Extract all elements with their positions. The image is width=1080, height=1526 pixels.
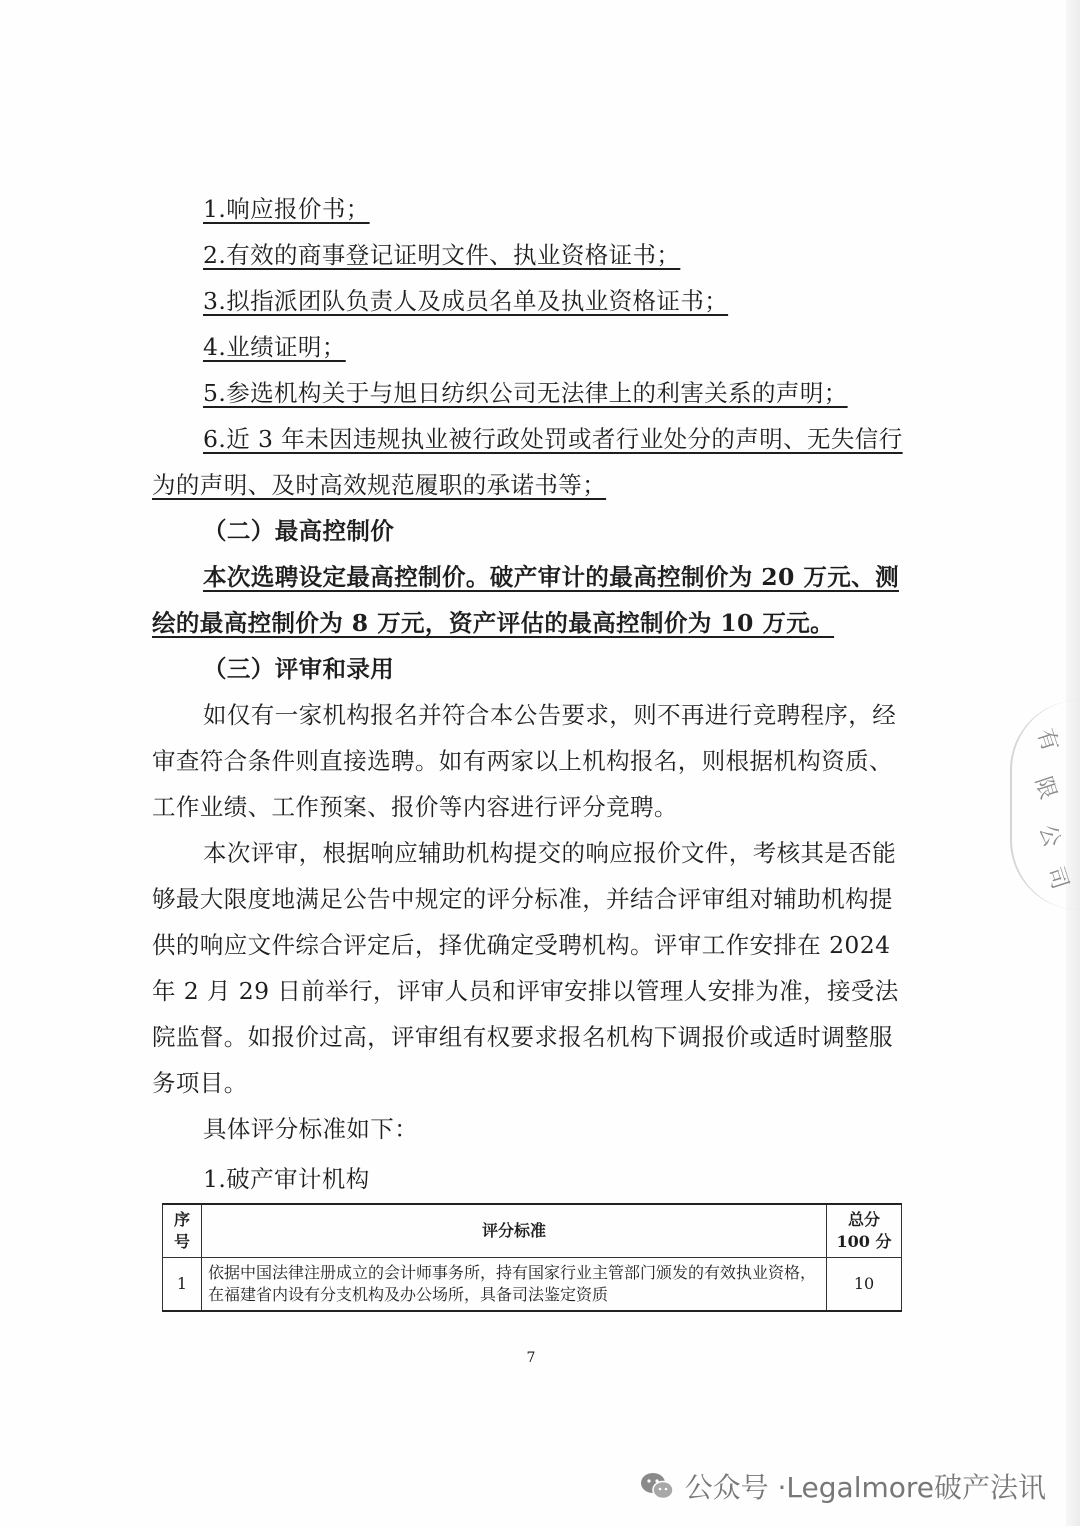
cell-criteria: 依据中国法律注册成立的会计师事务所，持有国家行业主管部门颁发的有效执业资格，在福建省内设有分支机构及办公场所，具备司法鉴定资质 bbox=[202, 1258, 827, 1312]
paragraph-line: 本次选聘设定最高控制价。破产审计的最高控制价为 20 万元、测 bbox=[203, 563, 899, 591]
list-item: 2.有效的商事登记证明文件、执业资格证书； bbox=[203, 241, 681, 269]
header-criteria: 评分标准 bbox=[202, 1204, 827, 1258]
header-no: 序号 bbox=[163, 1204, 202, 1258]
paragraph-line: 院监督。如报价过高，评审组有权要求报名机构下调报价或适时调整服 bbox=[152, 1023, 893, 1051]
seal-char: 公 bbox=[1033, 821, 1065, 851]
list-item: 4.业绩证明； bbox=[203, 333, 346, 361]
paragraph-line: 工作业绩、工作预案、报价等内容进行评分竞聘。 bbox=[152, 793, 678, 821]
paragraph-line: 务项目。 bbox=[152, 1069, 248, 1097]
section-heading: （三）评审和录用 bbox=[203, 655, 395, 683]
seal-char: 司 bbox=[1041, 863, 1073, 893]
watermark-prefix: 公众号 · bbox=[684, 1471, 787, 1504]
watermark-text: Legalmore破产法讯 bbox=[786, 1471, 1046, 1504]
table-header-row bbox=[163, 1204, 902, 1258]
page-number: 7 bbox=[526, 1350, 536, 1366]
criteria-intro: 具体评分标准如下： bbox=[203, 1115, 419, 1143]
header-score: 总分 100 分 bbox=[827, 1204, 902, 1258]
watermark bbox=[639, 1466, 1046, 1506]
section-heading: （二）最高控制价 bbox=[203, 517, 395, 545]
paragraph-line: 本次评审，根据响应辅助机构提交的响应报价文件，考核其是否能 bbox=[203, 839, 897, 867]
company-seal bbox=[1010, 700, 1080, 910]
scoring-table bbox=[162, 1203, 902, 1312]
paragraph-line: 供的响应文件综合评定后，择优确定受聘机构。评审工作安排在 2024 bbox=[152, 931, 891, 959]
paragraph-line: 审查符合条件则直接选聘。如有两家以上机构报名，则根据机构资质、 bbox=[152, 747, 893, 775]
wechat-icon bbox=[639, 1471, 675, 1501]
list-item: 3.拟指派团队负责人及成员名单及执业资格证书； bbox=[203, 287, 729, 315]
paragraph-line: 如仅有一家机构报名并符合本公告要求，则不再进行竞聘程序，经 bbox=[203, 701, 897, 729]
subsection-title: 1.破产审计机构 bbox=[203, 1165, 370, 1193]
paragraph-line: 够最大限度地满足公告中规定的评分标准，并结合评审组对辅助机构提 bbox=[152, 885, 893, 913]
seal-char: 限 bbox=[1029, 773, 1061, 803]
paragraph-line: 绘的最高控制价为 8 万元，资产评估的最高控制价为 10 万元。 bbox=[152, 609, 835, 637]
cell-score: 10 bbox=[827, 1258, 902, 1312]
list-item: 为的声明、及时高效规范履职的承诺书等； bbox=[152, 471, 607, 499]
paragraph-line: 年 2 月 29 日前举行，评审人员和评审安排以管理人安排为准，接受法 bbox=[152, 977, 899, 1005]
cell-no: 1 bbox=[163, 1258, 202, 1312]
seal-char: 有 bbox=[1031, 725, 1063, 755]
table-row bbox=[163, 1258, 902, 1312]
list-item: 5.参选机构关于与旭日纺织公司无法律上的利害关系的声明； bbox=[203, 379, 848, 407]
list-item: 1.响应报价书； bbox=[203, 195, 370, 223]
list-item: 6.近 3 年未因违规执业被行政处罚或者行业处分的声明、无失信行 bbox=[203, 425, 903, 453]
